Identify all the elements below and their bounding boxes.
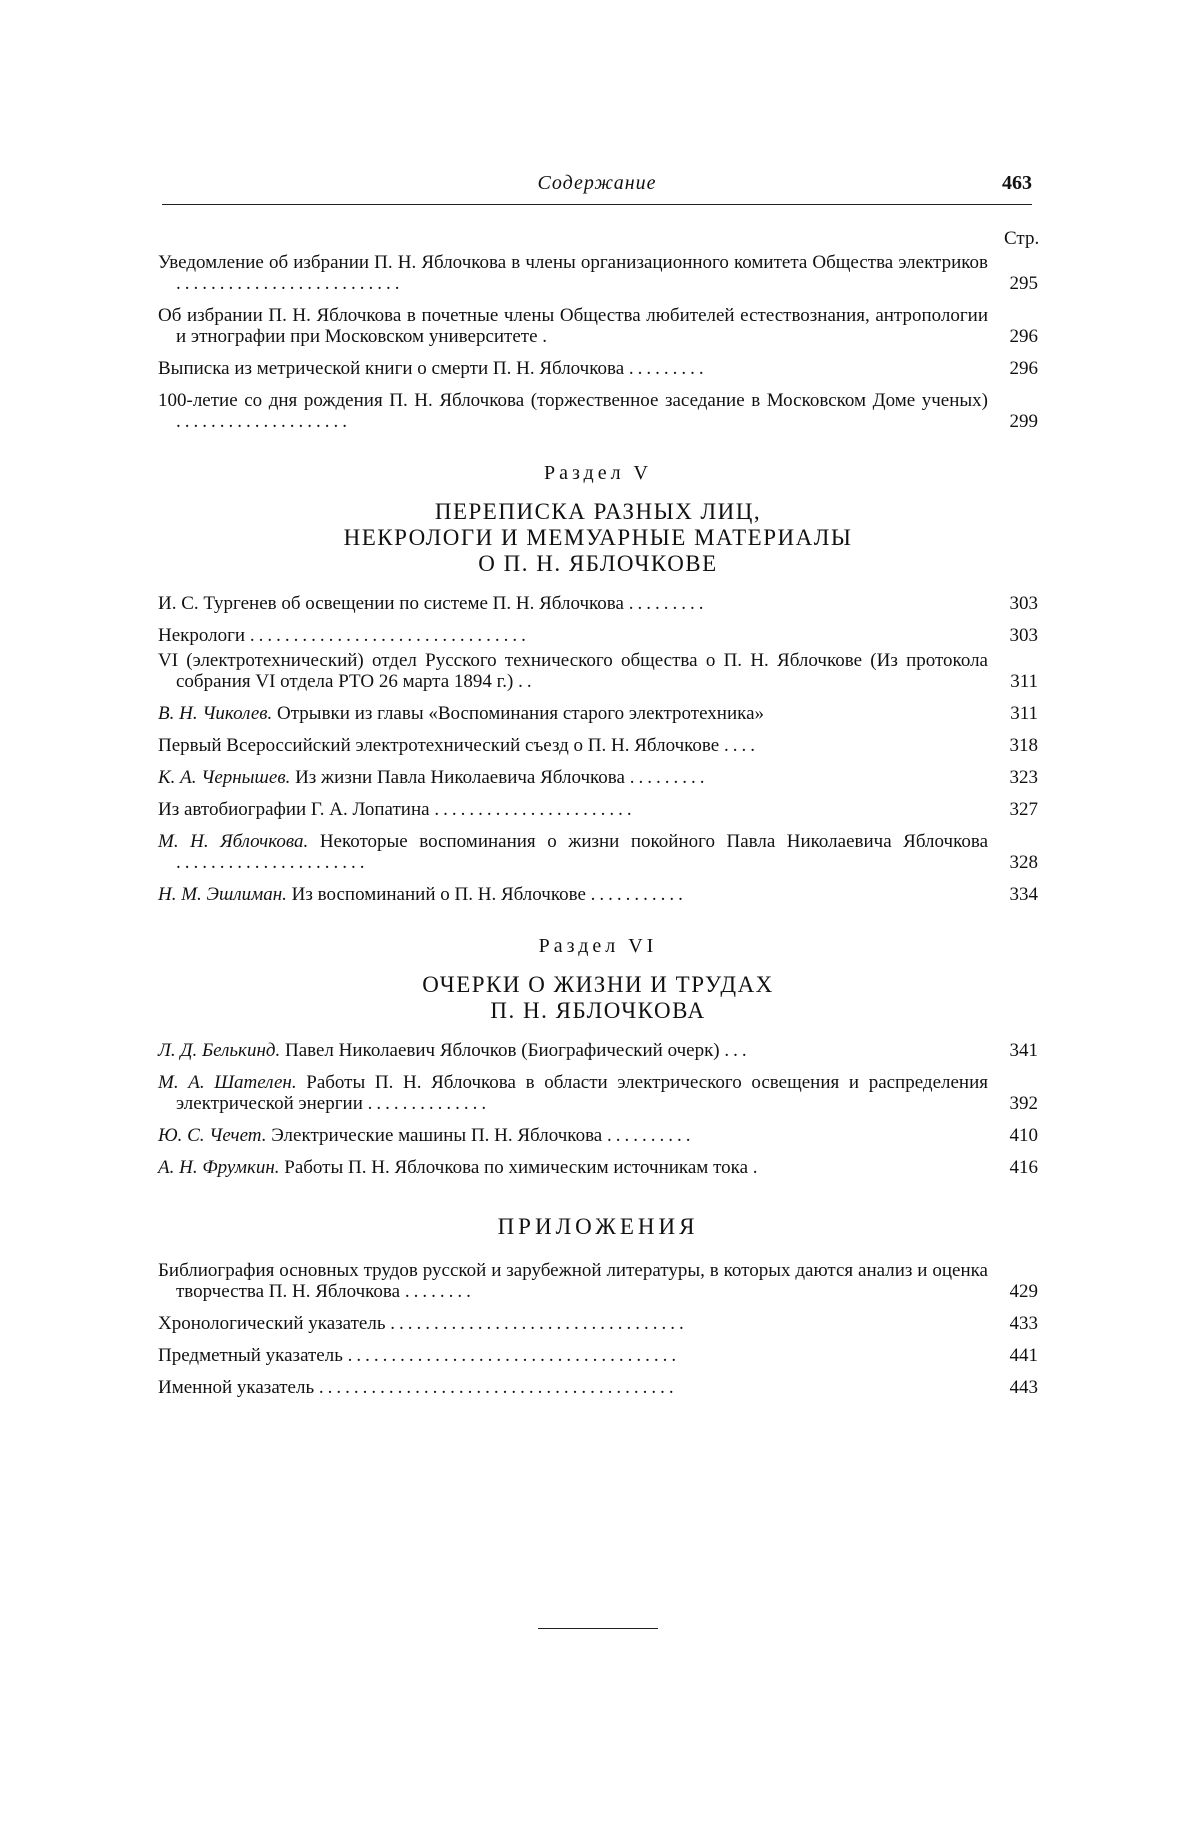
toc-entry [158, 358, 1038, 379]
leader-dots: .................................. [390, 1313, 688, 1334]
toc-entry-text: Работы П. Н. Яблочкова в области электрического освещения и распределения электрической энергии [176, 1072, 988, 1114]
leader-dots: ...................................... [347, 1345, 681, 1366]
closing-rule [538, 1628, 658, 1629]
toc-entry [158, 650, 1038, 692]
leader-dots: ......................................... [318, 1377, 678, 1398]
section-heading-line: О П. Н. ЯБЛОЧКОВЕ [478, 551, 718, 576]
toc-entry-text: Некрологи [158, 625, 246, 646]
toc-entry-page: 311 [1010, 671, 1038, 692]
toc-entry-page: 311 [1010, 703, 1038, 724]
toc-entry-author: Н. М. Эшлиман. [158, 884, 287, 905]
toc-entry-page: 296 [1009, 358, 1038, 379]
leader-dots: ......... [628, 358, 708, 379]
toc-entry [158, 625, 1038, 646]
toc-entry-text: Из автобиографии Г. А. Лопатина [158, 799, 430, 820]
toc-entry [158, 1072, 1038, 1114]
toc-entry-text: Павел Николаевич Яблочков (Биографический очерк) [284, 1040, 720, 1061]
toc-entry-text: Электрические машины П. Н. Яблочкова [271, 1125, 603, 1146]
toc-entry-author: В. Н. Чиколев. [158, 703, 273, 724]
leader-dots: ........... [590, 884, 687, 905]
toc-entry [158, 703, 1038, 724]
section-heading-line: НЕКРОЛОГИ И МЕМУАРНЫЕ МАТЕРИАЛЫ [343, 525, 853, 550]
leader-dots: ......... [629, 767, 709, 788]
toc-entry-text: Работы П. Н. Яблочкова по химическим источникам тока [284, 1157, 749, 1178]
appendix-heading: ПРИЛОЖЕНИЯ [497, 1214, 699, 1239]
header-rule [162, 204, 1032, 205]
toc-entry-author: М. Н. Яблочкова. [158, 831, 309, 852]
toc-entry-text: Уведомление об избрании П. Н. Яблочкова в члены организационного комитета Общества электриков [158, 252, 988, 273]
section-heading [158, 972, 1038, 1024]
toc-entry-page: 443 [1009, 1377, 1038, 1398]
toc-entry-page: 341 [1009, 1040, 1038, 1061]
running-head [162, 168, 1032, 208]
toc-entry-text: Первый Всероссийский электротехнический съезд о П. Н. Яблочкове [158, 735, 720, 756]
running-title: Содержание [537, 172, 657, 194]
toc-entry-page: 327 [1009, 799, 1038, 820]
toc-entry-text: Предметный указатель [158, 1345, 343, 1366]
section-heading-line: ПЕРЕПИСКА РАЗНЫХ ЛИЦ, [434, 499, 762, 524]
toc-entry-author: М. А. Шателен. [158, 1072, 297, 1093]
toc-entry-author: Л. Д. Белькинд. [158, 1040, 281, 1061]
toc-entry-page: 318 [1009, 735, 1038, 756]
toc-entry-text: Из воспоминаний о П. Н. Яблочкове [291, 884, 586, 905]
toc-entry [158, 799, 1038, 820]
leader-dots: ................................ [249, 625, 530, 646]
toc-entry-text: Библиография основных трудов русской и зарубежной литературы, в которых даются анализ и оценка творчества П. Н. Яблочкова [158, 1260, 988, 1302]
page-number: 463 [1002, 172, 1032, 194]
toc-entry-page: 328 [1009, 852, 1038, 873]
toc-entry-page: 416 [1009, 1157, 1038, 1178]
toc-entry-page: 303 [1009, 593, 1038, 614]
toc-entry-page: 299 [1009, 411, 1038, 432]
toc-entry [158, 1157, 1038, 1178]
section-heading-line: ОЧЕРКИ О ЖИЗНИ И ТРУДАХ [422, 972, 774, 997]
leader-dots: .. [518, 671, 536, 692]
section-heading-line: П. Н. ЯБЛОЧКОВА [490, 998, 706, 1023]
toc-entry [158, 1125, 1038, 1146]
toc-entry-text: Отрывки из главы «Воспоминания старого электротехника» [277, 703, 765, 724]
toc-entry [158, 305, 1038, 347]
leader-dots: .......... [606, 1125, 695, 1146]
toc-entry [158, 1377, 1038, 1398]
toc-entry-author: К. А. Чернышев. [158, 767, 291, 788]
toc-entry [158, 1313, 1038, 1334]
toc-entry-page: 323 [1009, 767, 1038, 788]
leader-dots: ... [724, 1040, 751, 1061]
toc-entry [158, 735, 1038, 756]
leader-dots: ......... [628, 593, 708, 614]
toc-entry-page: 441 [1009, 1345, 1038, 1366]
toc-entry [158, 1345, 1038, 1366]
leader-dots: . [542, 326, 552, 347]
section-heading [158, 499, 1038, 577]
toc-entry-page: 392 [1009, 1093, 1038, 1114]
toc-entry-text: Хронологический указатель [158, 1313, 386, 1334]
toc-entry-page: 429 [1009, 1281, 1038, 1302]
toc-entry [158, 252, 1038, 294]
page-column-label: Стр. [1004, 228, 1040, 249]
toc-entry-text: И. С. Тургенев об освещении по системе П. Н. Яблочкова [158, 593, 624, 614]
toc-entry [158, 831, 1038, 873]
leader-dots: .............. [367, 1093, 491, 1114]
leader-dots: .... [723, 735, 759, 756]
leader-dots: ........ [404, 1281, 475, 1302]
leader-dots: ....................... [434, 799, 636, 820]
toc-entry-text: 100-летие со дня рождения П. Н. Яблочкова (торжественное заседание в Московском Доме ученых) [158, 390, 988, 411]
toc-entry-text: Некоторые воспоминания о жизни покойного Павла Николаевича Яблочкова [319, 831, 989, 852]
toc-entry-author: А. Н. Фрумкин. [158, 1157, 280, 1178]
leader-dots: ...................... [176, 852, 369, 873]
toc-entry-page: 295 [1009, 273, 1038, 294]
toc-entry [158, 884, 1038, 905]
toc-entry [158, 767, 1038, 788]
toc-entry-author: Ю. С. Чечет. [158, 1125, 267, 1146]
toc-entry [158, 390, 1038, 432]
toc-entry-page: 410 [1009, 1125, 1038, 1146]
toc-entry-text: Об избрании П. Н. Яблочкова в почетные члены Общества любителей естествознания, антропологии и этнографии при Московском университете [158, 305, 988, 347]
table-of-contents [158, 252, 1038, 1409]
toc-entry-text: Именной указатель [158, 1377, 315, 1398]
toc-entry-text: VI (электротехнический) отдел Русского технического общества о П. Н. Яблочкове (Из протокола собрания VI отдела РТО 26 марта 1894 г.) [158, 650, 988, 692]
toc-entry [158, 1040, 1038, 1061]
toc-entry [158, 593, 1038, 614]
toc-entry-text: Выписка из метрической книги о смерти П. Н. Яблочкова [158, 358, 625, 379]
toc-entry [158, 1260, 1038, 1302]
section-label: Раздел V [543, 462, 652, 484]
toc-entry-page: 433 [1009, 1313, 1038, 1334]
toc-entry-page: 296 [1009, 326, 1038, 347]
leader-dots: .................... [176, 411, 351, 432]
toc-entry-page: 303 [1009, 625, 1038, 646]
leader-dots: .......................... [176, 273, 404, 294]
leader-dots: . [752, 1157, 762, 1178]
toc-entry-text: Из жизни Павла Николаевича Яблочкова [295, 767, 625, 788]
section-label: Раздел VI [538, 935, 658, 957]
toc-entry-page: 334 [1009, 884, 1038, 905]
